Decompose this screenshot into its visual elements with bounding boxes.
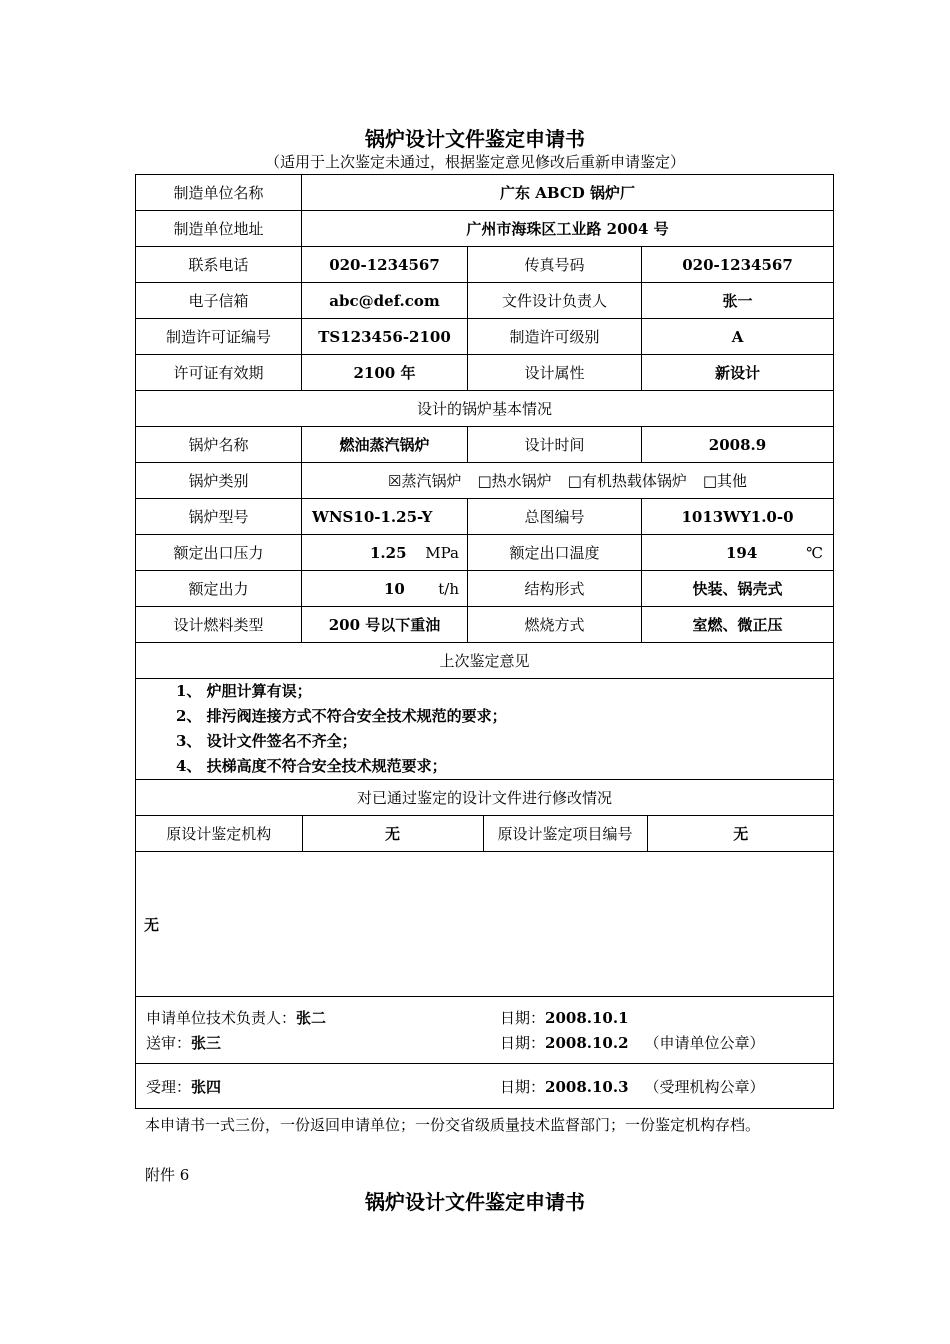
orig-no-label: 原设计鉴定项目编号: [483, 816, 647, 851]
temp-value: 194: [726, 543, 758, 562]
opinion-item: 3、 设计文件签名不齐全；: [176, 732, 357, 750]
output-unit: t/h: [438, 579, 459, 598]
orig-no-value: 无: [733, 825, 749, 843]
drawing-value: 1013WY1.0-0: [642, 499, 834, 535]
orig-org-label: 原设计鉴定机构: [136, 816, 302, 851]
combustion-label: 燃烧方式: [468, 607, 642, 643]
output-value: 10: [384, 579, 405, 598]
distribution-note: 本申请书一式三份，一份返回申请单位；一份交省级质量技术监督部门；一份鉴定机构存档。: [145, 1116, 761, 1134]
second-page-title: 锅炉设计文件鉴定申请书: [365, 1190, 585, 1214]
date3-label: 日期：: [500, 1077, 546, 1096]
structure-value: 快装、锅壳式: [642, 571, 834, 607]
last-opinion-list: [136, 679, 834, 780]
organic-heat-carrier-checkbox[interactable]: □有机热载体锅炉: [567, 472, 687, 490]
fuel-value: 200 号以下重油: [302, 607, 468, 643]
boiler-name-label: 锅炉名称: [136, 427, 302, 463]
drawing-label: 总图编号: [468, 499, 642, 535]
email-label: 电子信箱: [136, 283, 302, 319]
other-type-checkbox[interactable]: □其他: [702, 472, 748, 490]
basic-info-section-header: 设计的锅炉基本情况: [136, 391, 834, 427]
unit-address-label: 制造单位地址: [136, 211, 302, 247]
orig-info-subtable: [136, 816, 834, 851]
output-label: 额定出力: [136, 571, 302, 607]
license-no-label: 制造许可证编号: [136, 319, 302, 355]
application-form-table: [135, 174, 834, 1109]
pressure-cell: [302, 535, 468, 571]
phone-value: 020-1234567: [302, 247, 468, 283]
hot-water-boiler-checkbox[interactable]: □热水锅炉: [477, 472, 552, 490]
email-value: abc@def.com: [302, 283, 468, 319]
orig-info-row: [136, 816, 834, 852]
orig-org-value: 无: [302, 816, 483, 851]
opinion-item: 2、 排污阀连接方式不符合安全技术规范的要求；: [176, 707, 507, 725]
boiler-type-options: [302, 463, 834, 499]
design-attr-label: 设计属性: [468, 355, 642, 391]
date2-value: 2008.10.2: [545, 1034, 629, 1052]
opinion-item: 1、 炉胆计算有误；: [176, 682, 312, 700]
model-value: WNS10-1.25-Y: [302, 499, 468, 535]
temp-label: 额定出口温度: [468, 535, 642, 571]
last-opinion-section-header: 上次鉴定意见: [136, 643, 834, 679]
phone-label: 联系电话: [136, 247, 302, 283]
model-label: 锅炉型号: [136, 499, 302, 535]
signature-block-applicant: [136, 997, 834, 1064]
pressure-unit: MPa: [425, 543, 459, 562]
temp-unit: ℃: [806, 543, 824, 562]
accept-name: 张四: [191, 1077, 222, 1096]
fax-value: 020-1234567: [642, 247, 834, 283]
license-no-value: TS123456-2100: [302, 319, 468, 355]
boiler-name-value: 燃油蒸汽锅炉: [302, 427, 468, 463]
attachment-label: 附件 6: [145, 1166, 190, 1184]
unit-address-value: 广州市海珠区工业路 2004 号: [302, 211, 834, 247]
signature-block-accept: [136, 1064, 834, 1109]
fuel-label: 设计燃料类型: [136, 607, 302, 643]
pressure-label: 额定出口压力: [136, 535, 302, 571]
accept-seal-note: （受理机构公章）: [644, 1077, 765, 1096]
tech-lead-name: 张二: [296, 1009, 327, 1027]
boiler-type-label: 锅炉类别: [136, 463, 302, 499]
pressure-value: 1.25: [370, 543, 407, 562]
license-level-label: 制造许可级别: [468, 319, 642, 355]
steam-boiler-checkbox[interactable]: ☒蒸汽锅炉: [388, 472, 462, 490]
validity-value: 2100 年: [302, 355, 468, 391]
modify-section-header: 对已通过鉴定的设计文件进行修改情况: [136, 780, 834, 816]
tech-lead-label: 申请单位技术负责人：: [146, 1009, 297, 1027]
design-attr-value: 新设计: [642, 355, 834, 391]
date1-label: 日期：: [500, 1009, 546, 1027]
designer-value: 张一: [642, 283, 834, 319]
unit-name-label: 制造单位名称: [136, 175, 302, 211]
combustion-value: 室燃、微正压: [642, 607, 834, 643]
page-title: 锅炉设计文件鉴定申请书: [365, 127, 585, 151]
date2-label: 日期：: [500, 1034, 546, 1052]
page-subtitle: （适用于上次鉴定未通过，根据鉴定意见修改后重新申请鉴定）: [264, 153, 685, 171]
opinion-item: 4、 扶梯高度不符合安全技术规范要求；: [176, 757, 447, 775]
designer-label: 文件设计负责人: [468, 283, 642, 319]
review-label: 送审：: [146, 1034, 192, 1052]
accept-label: 受理：: [146, 1077, 192, 1096]
modify-content: 无: [136, 852, 834, 997]
validity-label: 许可证有效期: [136, 355, 302, 391]
date3-value: 2008.10.3: [545, 1077, 629, 1096]
structure-label: 结构形式: [468, 571, 642, 607]
fax-label: 传真号码: [468, 247, 642, 283]
temp-cell: [642, 535, 834, 571]
design-time-label: 设计时间: [468, 427, 642, 463]
unit-name-value: 广东 ABCD 锅炉厂: [302, 175, 834, 211]
license-level-value: A: [642, 319, 834, 355]
applicant-seal-note: （申请单位公章）: [644, 1034, 765, 1052]
output-cell: [302, 571, 468, 607]
design-time-value: 2008.9: [642, 427, 834, 463]
review-name: 张三: [191, 1034, 222, 1052]
date1-value: 2008.10.1: [545, 1009, 629, 1027]
